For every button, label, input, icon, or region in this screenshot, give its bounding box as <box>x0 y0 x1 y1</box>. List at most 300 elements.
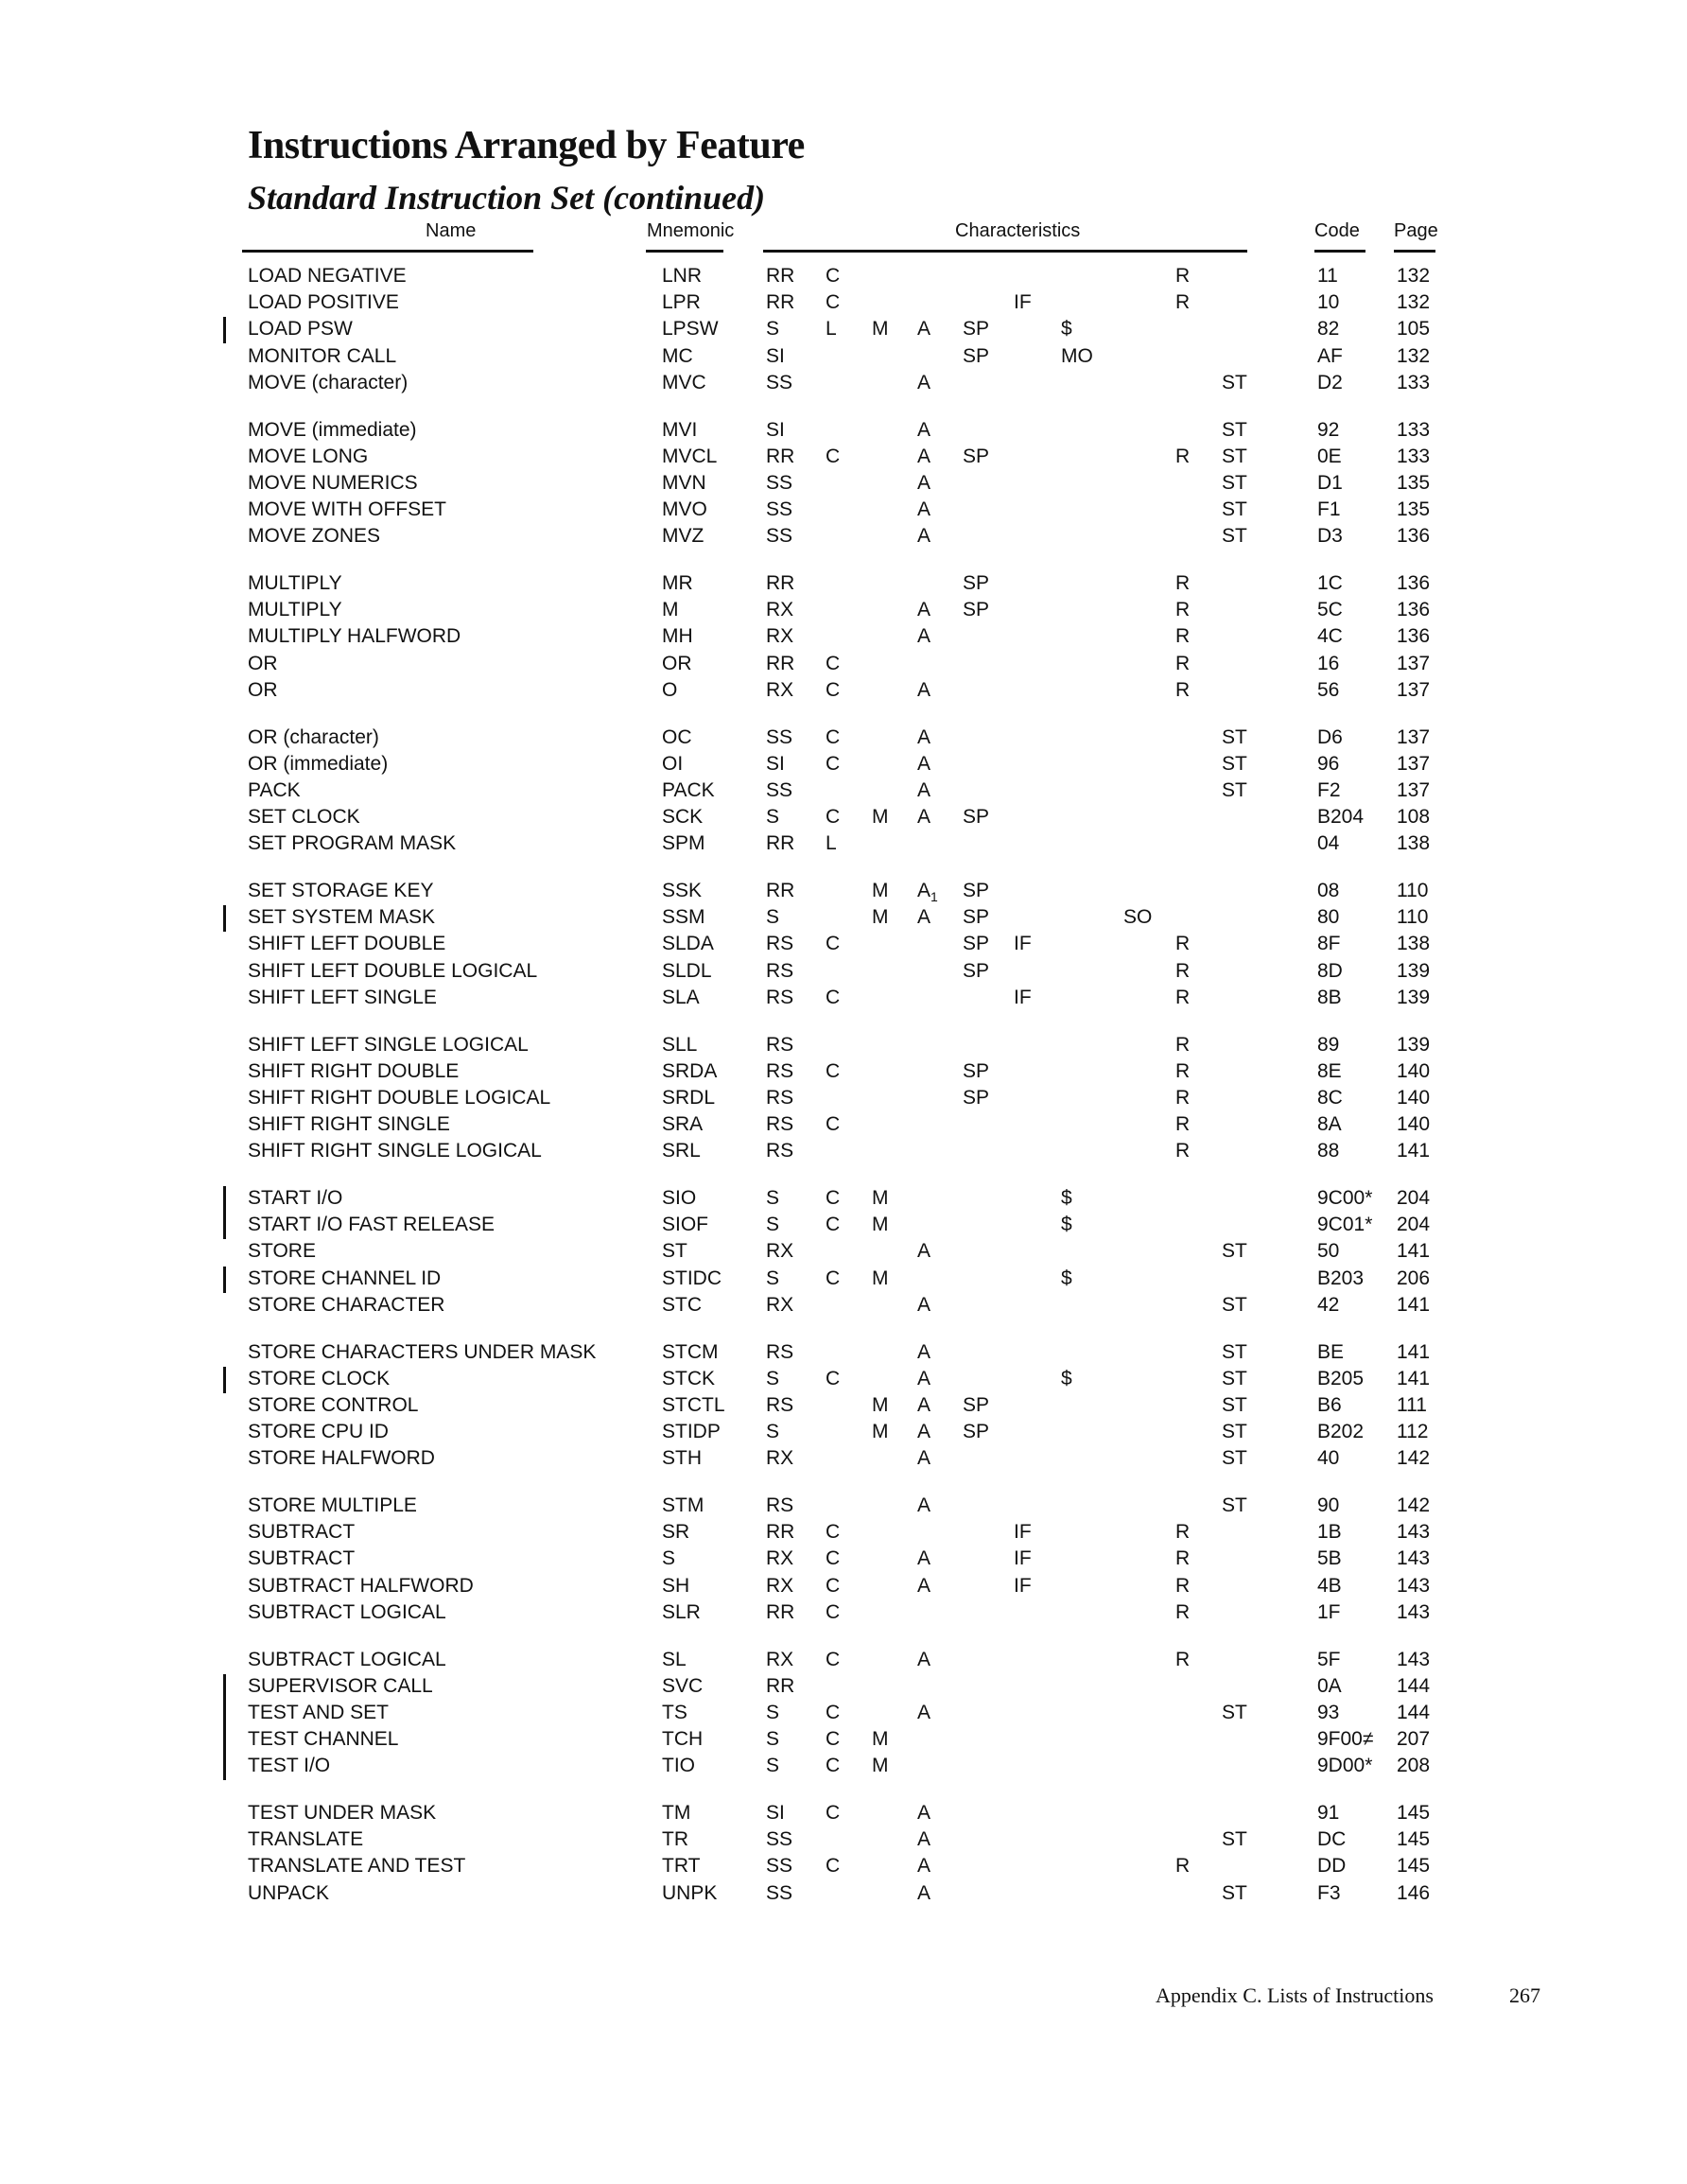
mnemonic: TCH <box>662 1728 704 1751</box>
mnemonic: PACK <box>662 778 715 801</box>
instruction-name: MULTIPLY HALFWORD <box>248 625 461 648</box>
instruction-name: STORE CPU ID <box>248 1421 389 1443</box>
table-row <box>0 1087 1687 1113</box>
access-exception: A <box>917 471 931 494</box>
op-code: 5C <box>1317 599 1343 621</box>
instruction-name: OR <box>248 678 278 701</box>
table-row <box>0 1214 1687 1240</box>
page-title: Instructions Arranged by Feature <box>248 124 805 167</box>
access-exception: A <box>917 1701 931 1723</box>
access-exception: A <box>917 778 931 801</box>
access-exception: A <box>917 1881 931 1904</box>
store-operand: ST <box>1222 1340 1247 1363</box>
access-exception: A <box>917 445 931 467</box>
format: SS <box>766 1881 793 1904</box>
op-code: 91 <box>1317 1802 1340 1824</box>
fixed-overflow: IF <box>1014 1574 1032 1597</box>
page-reference: 140 <box>1397 1113 1431 1136</box>
mnemonic: TRT <box>662 1855 701 1878</box>
table-row <box>0 1294 1687 1320</box>
op-code: 04 <box>1317 832 1340 855</box>
condition-code: C <box>826 1701 841 1723</box>
store-operand: ST <box>1222 1293 1247 1316</box>
table-row <box>0 572 1687 599</box>
instruction-name: START I/O <box>248 1187 343 1209</box>
op-code: B203 <box>1317 1267 1365 1289</box>
register-result: R <box>1175 265 1191 287</box>
access-exception: A <box>917 1547 931 1570</box>
instruction-name: STORE CHANNEL ID <box>248 1267 442 1289</box>
op-code: 92 <box>1317 418 1340 441</box>
fixed-overflow: IF <box>1014 291 1032 314</box>
op-code: 1C <box>1317 572 1343 594</box>
access-exception: A <box>917 498 931 521</box>
instruction-name: UNPACK <box>248 1881 329 1904</box>
table-row <box>0 599 1687 625</box>
specification-exception: SP <box>963 445 990 467</box>
mnemonic: STM <box>662 1494 704 1516</box>
mnemonic: TM <box>662 1802 691 1824</box>
register-result: R <box>1175 1086 1191 1109</box>
special-condition: $ <box>1061 1367 1072 1389</box>
op-code: F2 <box>1317 778 1341 801</box>
op-code: B202 <box>1317 1421 1365 1443</box>
page-reference: 142 <box>1397 1447 1431 1470</box>
access-exception: A <box>917 1574 931 1597</box>
format: RS <box>766 933 794 955</box>
register-result: R <box>1175 1059 1191 1082</box>
mnemonic: TR <box>662 1828 688 1851</box>
instruction-name: STORE CHARACTERS UNDER MASK <box>248 1340 597 1363</box>
register-result: R <box>1175 1521 1191 1544</box>
format: RR <box>766 1674 795 1697</box>
mnemonic: OC <box>662 725 692 748</box>
format: S <box>766 1367 780 1389</box>
op-code: 50 <box>1317 1240 1340 1263</box>
page-reference: 145 <box>1397 1828 1431 1851</box>
register-result: R <box>1175 933 1191 955</box>
table-row <box>0 265 1687 291</box>
op-code: D1 <box>1317 471 1343 494</box>
instruction-name: MOVE (immediate) <box>248 418 417 441</box>
mnemonic: SCK <box>662 806 704 829</box>
mnemonic: STIDP <box>662 1421 721 1443</box>
op-code: 5F <box>1317 1648 1341 1670</box>
op-code: 11 <box>1317 265 1338 287</box>
special-condition: $ <box>1061 1267 1072 1289</box>
mnemonic: SRDL <box>662 1086 716 1109</box>
mnemonic: SL <box>662 1648 687 1670</box>
access-exception: $A_1$ <box>917 880 938 905</box>
page-reference: 143 <box>1397 1600 1431 1623</box>
table-row <box>0 1267 1687 1294</box>
op-code: F3 <box>1317 1881 1341 1904</box>
page-reference: 208 <box>1397 1755 1431 1777</box>
format: RS <box>766 1059 794 1082</box>
format: S <box>766 1421 780 1443</box>
op-code: 5B <box>1317 1547 1342 1570</box>
register-result: R <box>1175 652 1191 674</box>
mnemonic: STCTL <box>662 1393 725 1416</box>
condition-code: C <box>826 1648 841 1670</box>
page-reference: 110 <box>1397 880 1429 901</box>
table-row <box>0 653 1687 679</box>
access-exception: A <box>917 1648 931 1670</box>
condition-code: C <box>826 725 841 748</box>
access-exception: A <box>917 1340 931 1363</box>
format: RR <box>766 880 795 901</box>
page-reference: 141 <box>1397 1240 1431 1263</box>
special-condition: $ <box>1061 1214 1072 1236</box>
page-reference: 136 <box>1397 625 1431 648</box>
instruction-name: START I/O FAST RELEASE <box>248 1214 496 1236</box>
format: RX <box>766 599 794 621</box>
page-reference: 132 <box>1397 291 1431 314</box>
format: SI <box>766 344 785 367</box>
op-code: 0A <box>1317 1674 1342 1697</box>
access-exception: A <box>917 371 931 393</box>
header-rule-code <box>1314 250 1365 253</box>
instruction-name: SUBTRACT <box>248 1521 356 1544</box>
instruction-name: STORE CHARACTER <box>248 1293 445 1316</box>
instruction-name: SET CLOCK <box>248 806 360 829</box>
op-code: 56 <box>1317 678 1340 701</box>
privileged: M <box>872 318 889 341</box>
format: RS <box>766 986 794 1008</box>
table-row <box>0 1034 1687 1060</box>
column-header-name: Name <box>426 220 477 241</box>
register-result: R <box>1175 986 1191 1008</box>
table-row <box>0 1547 1687 1574</box>
store-operand: ST <box>1222 1421 1247 1443</box>
instruction-name: TRANSLATE AND TEST <box>248 1855 466 1878</box>
privileged: M <box>872 1421 889 1443</box>
op-code: D6 <box>1317 725 1343 748</box>
mnemonic: SIO <box>662 1187 697 1209</box>
privileged: M <box>872 880 889 901</box>
mnemonic: ST <box>662 1240 687 1263</box>
instruction-name: SUBTRACT HALFWORD <box>248 1574 474 1597</box>
page-reference: 144 <box>1397 1674 1431 1697</box>
page-reference: 135 <box>1397 498 1431 521</box>
footer-section-title: Appendix C. Lists of Instructions <box>1156 1983 1434 2007</box>
page-reference: 140 <box>1397 1086 1431 1109</box>
op-code: AF <box>1317 344 1343 367</box>
mnemonic: UNPK <box>662 1881 718 1904</box>
op-code: 1F <box>1317 1600 1341 1623</box>
store-operand: ST <box>1222 1881 1247 1904</box>
table-row <box>0 1368 1687 1394</box>
op-code: DD <box>1317 1855 1347 1878</box>
format: RX <box>766 678 794 701</box>
mnemonic: LPR <box>662 291 701 314</box>
specification-exception: SP <box>963 344 990 367</box>
table-row <box>0 1394 1687 1421</box>
privileged: M <box>872 1187 889 1209</box>
page-reference: 145 <box>1397 1855 1431 1878</box>
op-code: 93 <box>1317 1701 1340 1723</box>
header-rule-characteristics <box>763 250 1247 253</box>
condition-code: C <box>826 986 841 1008</box>
access-exception: A <box>917 1828 931 1851</box>
instruction-name: SHIFT LEFT SINGLE <box>248 986 437 1008</box>
page-reference: 143 <box>1397 1648 1431 1670</box>
page-reference: 136 <box>1397 572 1431 594</box>
format: RS <box>766 1113 794 1136</box>
store-operand: ST <box>1222 1240 1247 1263</box>
condition-code: C <box>826 1059 841 1082</box>
format: RS <box>766 1086 794 1109</box>
store-operand: ST <box>1222 1393 1247 1416</box>
column-header-mnemonic: Mnemonic <box>647 220 735 241</box>
format: SS <box>766 498 793 521</box>
store-operand: ST <box>1222 445 1247 467</box>
format: RR <box>766 832 795 855</box>
mnemonic: S <box>662 1547 676 1570</box>
op-code: BE <box>1317 1340 1345 1363</box>
instruction-name: STORE CONTROL <box>248 1393 419 1416</box>
table-row <box>0 1341 1687 1368</box>
op-code: B204 <box>1317 806 1365 829</box>
page-reference: 141 <box>1397 1140 1431 1162</box>
page-reference: 140 <box>1397 1059 1431 1082</box>
specification-exception: SP <box>963 599 990 621</box>
op-code: 42 <box>1317 1293 1340 1316</box>
op-code: DC <box>1317 1828 1347 1851</box>
op-code: 9D00* <box>1317 1755 1373 1777</box>
register-result: R <box>1175 959 1191 982</box>
table-row <box>0 1521 1687 1547</box>
store-operand: ST <box>1222 752 1247 775</box>
op-code: 8A <box>1317 1113 1342 1136</box>
page-reference: 143 <box>1397 1547 1431 1570</box>
format: SS <box>766 371 793 393</box>
format: RR <box>766 291 795 314</box>
specification-exception: SP <box>963 880 990 901</box>
condition-code: C <box>826 265 841 287</box>
condition-code: C <box>826 933 841 955</box>
format: SS <box>766 778 793 801</box>
format: S <box>766 906 780 929</box>
page-reference: 207 <box>1397 1728 1431 1751</box>
store-operand: ST <box>1222 1447 1247 1470</box>
format: RR <box>766 445 795 467</box>
condition-code: C <box>826 1267 841 1289</box>
table-row <box>0 726 1687 753</box>
revision-bar <box>223 1674 226 1781</box>
register-result: R <box>1175 1113 1191 1136</box>
specification-exception: SP <box>963 1421 990 1443</box>
instruction-name: SUPERVISOR CALL <box>248 1674 433 1697</box>
revision-bar <box>223 1186 226 1239</box>
privileged: M <box>872 1728 889 1751</box>
condition-code: C <box>826 1728 841 1751</box>
format: RS <box>766 959 794 982</box>
table-row <box>0 987 1687 1013</box>
table-row <box>0 1575 1687 1601</box>
format: RS <box>766 1140 794 1162</box>
mnemonic: MC <box>662 344 693 367</box>
access-exception: A <box>917 1393 931 1416</box>
condition-code: C <box>826 1574 841 1597</box>
access-exception: A <box>917 318 931 341</box>
store-operand: ST <box>1222 778 1247 801</box>
mnemonic: SSK <box>662 880 703 901</box>
mnemonic: SLDA <box>662 933 714 955</box>
privileged: M <box>872 806 889 829</box>
page-reference: 112 <box>1397 1421 1429 1443</box>
op-code: 89 <box>1317 1033 1340 1056</box>
format: SS <box>766 525 793 548</box>
access-exception: A <box>917 525 931 548</box>
format: RS <box>766 1494 794 1516</box>
footer-page-number: 267 <box>1509 1983 1540 2007</box>
page-reference: 143 <box>1397 1521 1431 1544</box>
instruction-name: MOVE NUMERICS <box>248 471 418 494</box>
page-reference: 204 <box>1397 1187 1431 1209</box>
store-operand: ST <box>1222 471 1247 494</box>
revision-bar <box>223 317 226 343</box>
page-reference: 145 <box>1397 1802 1431 1824</box>
table-row <box>0 318 1687 344</box>
specification-exception: SP <box>963 906 990 929</box>
mnemonic: LPSW <box>662 318 719 341</box>
instruction-name: MOVE (character) <box>248 371 409 393</box>
page-reference: 206 <box>1397 1267 1431 1289</box>
format: SS <box>766 1828 793 1851</box>
specification-exception: SP <box>963 572 990 594</box>
specification-exception: SP <box>963 318 990 341</box>
table-row <box>0 1601 1687 1628</box>
instruction-name: PACK <box>248 778 301 801</box>
instruction-name: OR <box>248 652 278 674</box>
format: RR <box>766 265 795 287</box>
page-reference: 139 <box>1397 959 1431 982</box>
register-result: R <box>1175 291 1191 314</box>
instruction-name: LOAD NEGATIVE <box>248 265 407 287</box>
fixed-overflow: IF <box>1014 986 1032 1008</box>
page-reference: 146 <box>1397 1881 1431 1904</box>
column-header-characteristics: Characteristics <box>955 220 1081 241</box>
store-operand: ST <box>1222 1367 1247 1389</box>
format: RX <box>766 1240 794 1263</box>
op-code: 8E <box>1317 1059 1342 1082</box>
instruction-name: TEST AND SET <box>248 1701 389 1723</box>
format: SI <box>766 752 785 775</box>
register-result: R <box>1175 1855 1191 1878</box>
instruction-name: MONITOR CALL <box>248 344 397 367</box>
mnemonic: OI <box>662 752 684 775</box>
op-code: 4C <box>1317 625 1343 648</box>
page-reference: 105 <box>1397 318 1431 341</box>
specification-exception: SP <box>963 933 990 955</box>
special-condition: $ <box>1061 1187 1072 1209</box>
condition-code: C <box>826 291 841 314</box>
format: RX <box>766 1447 794 1470</box>
specification-exception: SP <box>963 1393 990 1416</box>
fixed-overflow: IF <box>1014 933 1032 955</box>
table-row <box>0 625 1687 652</box>
table-row <box>0 1755 1687 1781</box>
condition-code: C <box>826 1113 841 1136</box>
condition-code: C <box>826 1755 841 1777</box>
instruction-name: MOVE ZONES <box>248 525 381 548</box>
instruction-name: STORE <box>248 1240 316 1263</box>
table-row <box>0 806 1687 832</box>
op-code: B6 <box>1317 1393 1342 1416</box>
format: RS <box>766 1393 794 1416</box>
format: RX <box>766 1547 794 1570</box>
condition-code: C <box>826 1855 841 1878</box>
special-condition: $ <box>1061 318 1072 341</box>
op-code: 16 <box>1317 652 1340 674</box>
page-reference: 142 <box>1397 1494 1431 1516</box>
table-row <box>0 679 1687 706</box>
mnemonic: SRDA <box>662 1059 718 1082</box>
condition-code: C <box>826 1600 841 1623</box>
register-result: R <box>1175 1648 1191 1670</box>
access-exception: A <box>917 599 931 621</box>
access-exception: A <box>917 678 931 701</box>
format: RR <box>766 572 795 594</box>
op-code: 9C00* <box>1317 1187 1373 1209</box>
condition-code: C <box>826 1214 841 1236</box>
op-code: F1 <box>1317 498 1341 521</box>
mnemonic: SRA <box>662 1113 704 1136</box>
instruction-name: TRANSLATE <box>248 1828 364 1851</box>
mnemonic: SIOF <box>662 1214 709 1236</box>
table-row <box>0 1802 1687 1828</box>
register-result: R <box>1175 445 1191 467</box>
table-row <box>0 1728 1687 1755</box>
table-row <box>0 779 1687 806</box>
condition-code: C <box>826 1547 841 1570</box>
instruction-name: SHIFT LEFT DOUBLE LOGICAL <box>248 959 538 982</box>
mnemonic: STCM <box>662 1340 719 1363</box>
access-exception-subscript: 1 <box>930 889 938 905</box>
mnemonic: MH <box>662 625 693 648</box>
page-reference: 138 <box>1397 933 1431 955</box>
format: S <box>766 1267 780 1289</box>
instruction-name: OR (immediate) <box>248 752 389 775</box>
register-result: R <box>1175 678 1191 701</box>
page-reference: 139 <box>1397 986 1431 1008</box>
table-row <box>0 880 1687 906</box>
format: RS <box>766 1033 794 1056</box>
instruction-name: OR (character) <box>248 725 379 748</box>
table-row <box>0 446 1687 472</box>
access-exception: A <box>917 1240 931 1263</box>
page-reference: 137 <box>1397 752 1431 775</box>
mnemonic: STCK <box>662 1367 716 1389</box>
page-reference: 141 <box>1397 1293 1431 1316</box>
instruction-name: SHIFT RIGHT DOUBLE <box>248 1059 460 1082</box>
page-reference: 132 <box>1397 265 1431 287</box>
table-row <box>0 1113 1687 1140</box>
instruction-name: STORE CLOCK <box>248 1367 391 1389</box>
format: SI <box>766 418 785 441</box>
access-exception: A <box>917 418 931 441</box>
page-reference: 139 <box>1397 1033 1431 1056</box>
page-reference: 110 <box>1397 906 1429 929</box>
mnemonic: MVO <box>662 498 707 521</box>
access-exception: A <box>917 752 931 775</box>
page-reference: 133 <box>1397 445 1431 467</box>
specification-exception: SP <box>963 1059 990 1082</box>
format: RX <box>766 1648 794 1670</box>
fixed-overflow: IF <box>1014 1547 1032 1570</box>
op-code: B205 <box>1317 1367 1365 1389</box>
